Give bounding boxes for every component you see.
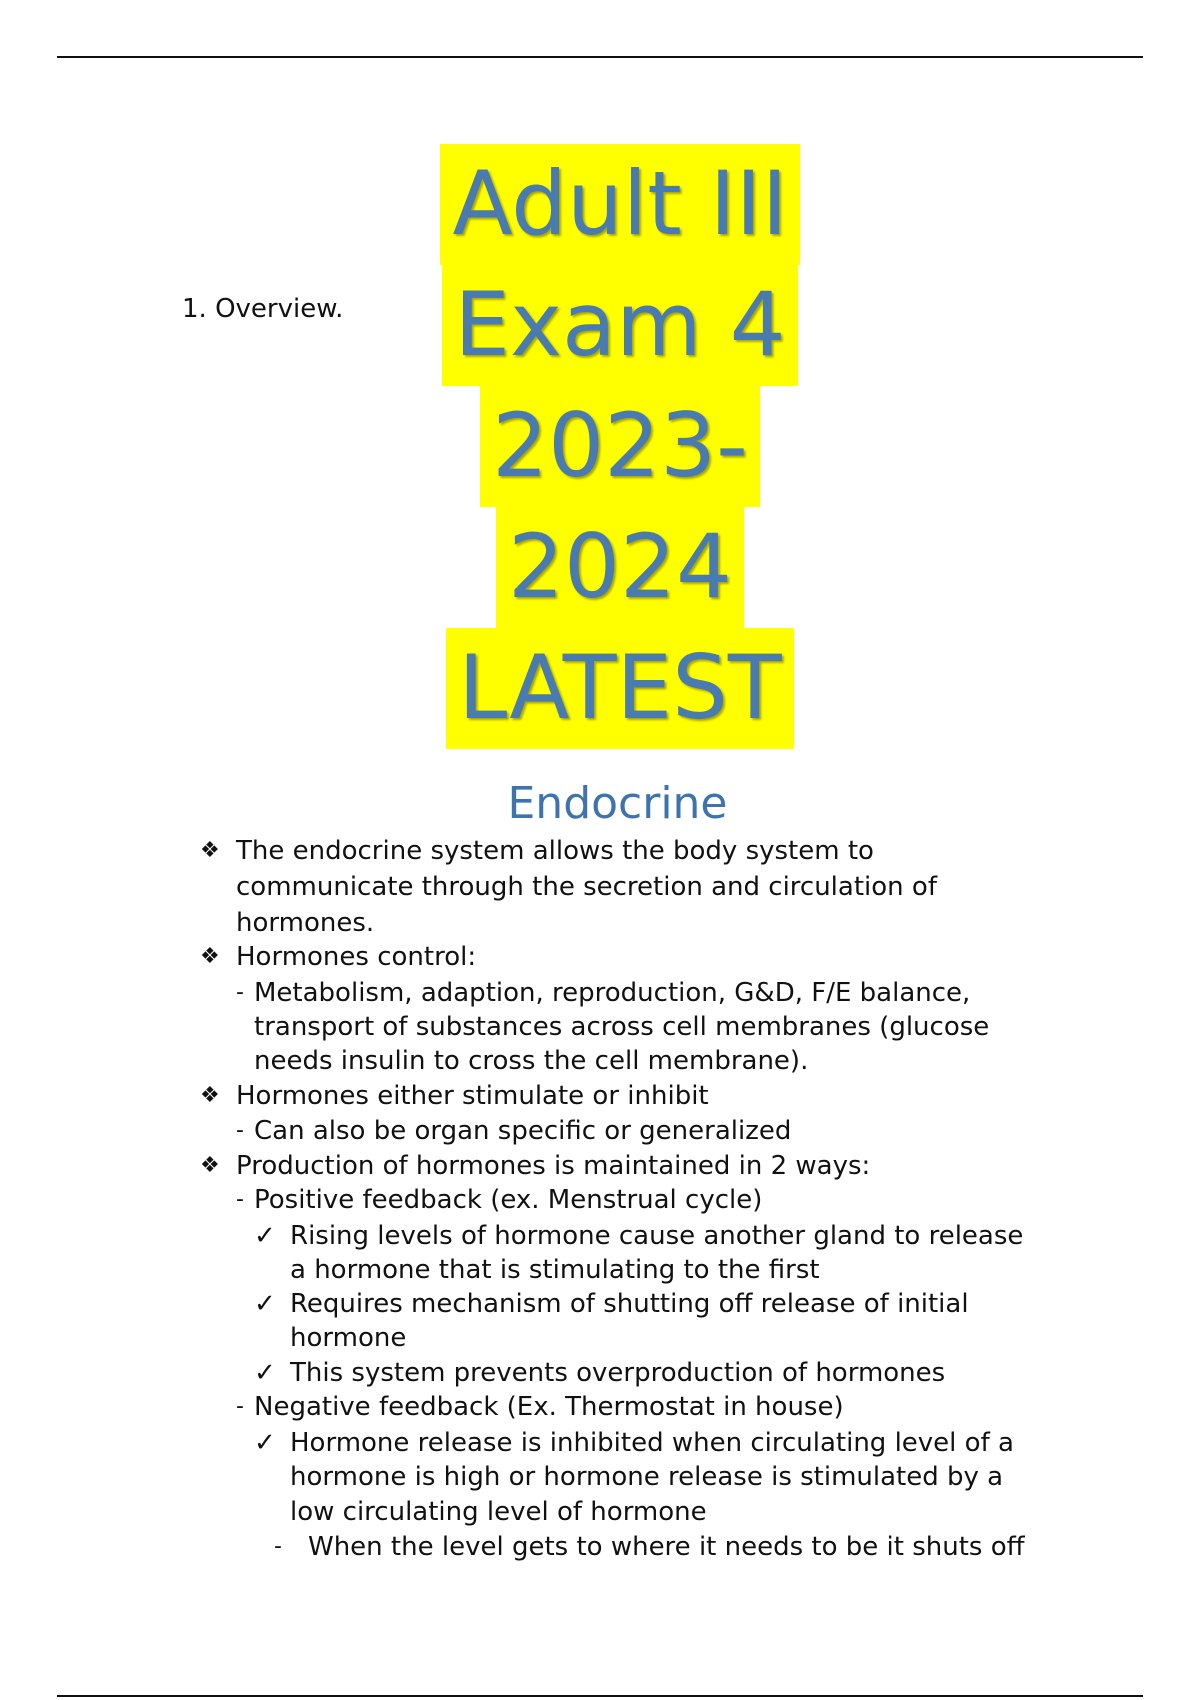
bottom-rule (57, 1695, 1143, 1697)
dash-bullet-icon: - (236, 1394, 244, 1419)
top-rule (57, 56, 1143, 58)
sub-bullet-text: Metabolism, adaption, reproduction, G&D, F/E balance, (254, 978, 971, 1008)
title-line-3: 2023- (480, 386, 760, 507)
sub-bullet-text: Positive feedback (ex. Menstrual cycle) (254, 1185, 763, 1215)
document-title (0, 144, 1200, 749)
check-item-text: Requires mechanism of shutting off release of initial (290, 1289, 969, 1319)
bullet-text: communicate through the secretion and circulation of (236, 872, 937, 902)
check-item-text: a hormone that is stimulating to the first (290, 1255, 820, 1285)
check-icon: ✓ (254, 1428, 276, 1458)
dash-bullet-icon: - (236, 980, 244, 1005)
check-item-text: Hormone release is inhibited when circulating level of a (290, 1428, 1014, 1458)
diamond-bullet-icon: ❖ (200, 1153, 220, 1178)
check-item-text: Rising levels of hormone cause another gland to release (290, 1221, 1024, 1251)
diamond-bullet-icon: ❖ (200, 1083, 220, 1108)
title-line-2: Exam 4 (442, 265, 797, 386)
title-line-5: LATEST (446, 628, 793, 749)
dash-bullet-icon: - (274, 1534, 282, 1559)
sub-bullet-text: Negative feedback (Ex. Thermostat in house) (254, 1392, 844, 1422)
overview-label: 1. Overview. (182, 294, 344, 324)
title-line-1: Adult III (440, 144, 799, 265)
bullet-text: The endocrine system allows the body system to (236, 836, 874, 866)
check-icon: ✓ (254, 1358, 276, 1388)
section-heading: Endocrine (507, 778, 728, 829)
check-item-text: low circulating level of hormone (290, 1497, 707, 1527)
sub-bullet-text: transport of substances across cell membranes (glucose (254, 1012, 990, 1042)
sub-bullet-text: needs insulin to cross the cell membrane). (254, 1046, 809, 1076)
diamond-bullet-icon: ❖ (200, 944, 220, 969)
check-icon: ✓ (254, 1289, 276, 1319)
title-line-4: 2024 (496, 507, 744, 628)
bullet-text: Production of hormones is maintained in 2 ways: (236, 1151, 871, 1181)
check-item-text: hormone is high or hormone release is stimulated by a (290, 1462, 1004, 1492)
bullet-text: Hormones control: (236, 942, 477, 972)
check-item-text: hormone (290, 1323, 407, 1353)
bullet-text: Hormones either stimulate or inhibit (236, 1081, 709, 1111)
dash-bullet-icon: - (236, 1118, 244, 1143)
bullet-text: hormones. (236, 908, 375, 938)
dash-bullet-icon: - (236, 1187, 244, 1212)
check-icon: ✓ (254, 1221, 276, 1251)
check-item-text: This system prevents overproduction of hormones (290, 1358, 946, 1388)
sub-bullet-text: When the level gets to where it needs to be it shuts off (308, 1532, 1025, 1562)
diamond-bullet-icon: ❖ (200, 838, 220, 863)
sub-bullet-text: Can also be organ specific or generalized (254, 1116, 792, 1146)
